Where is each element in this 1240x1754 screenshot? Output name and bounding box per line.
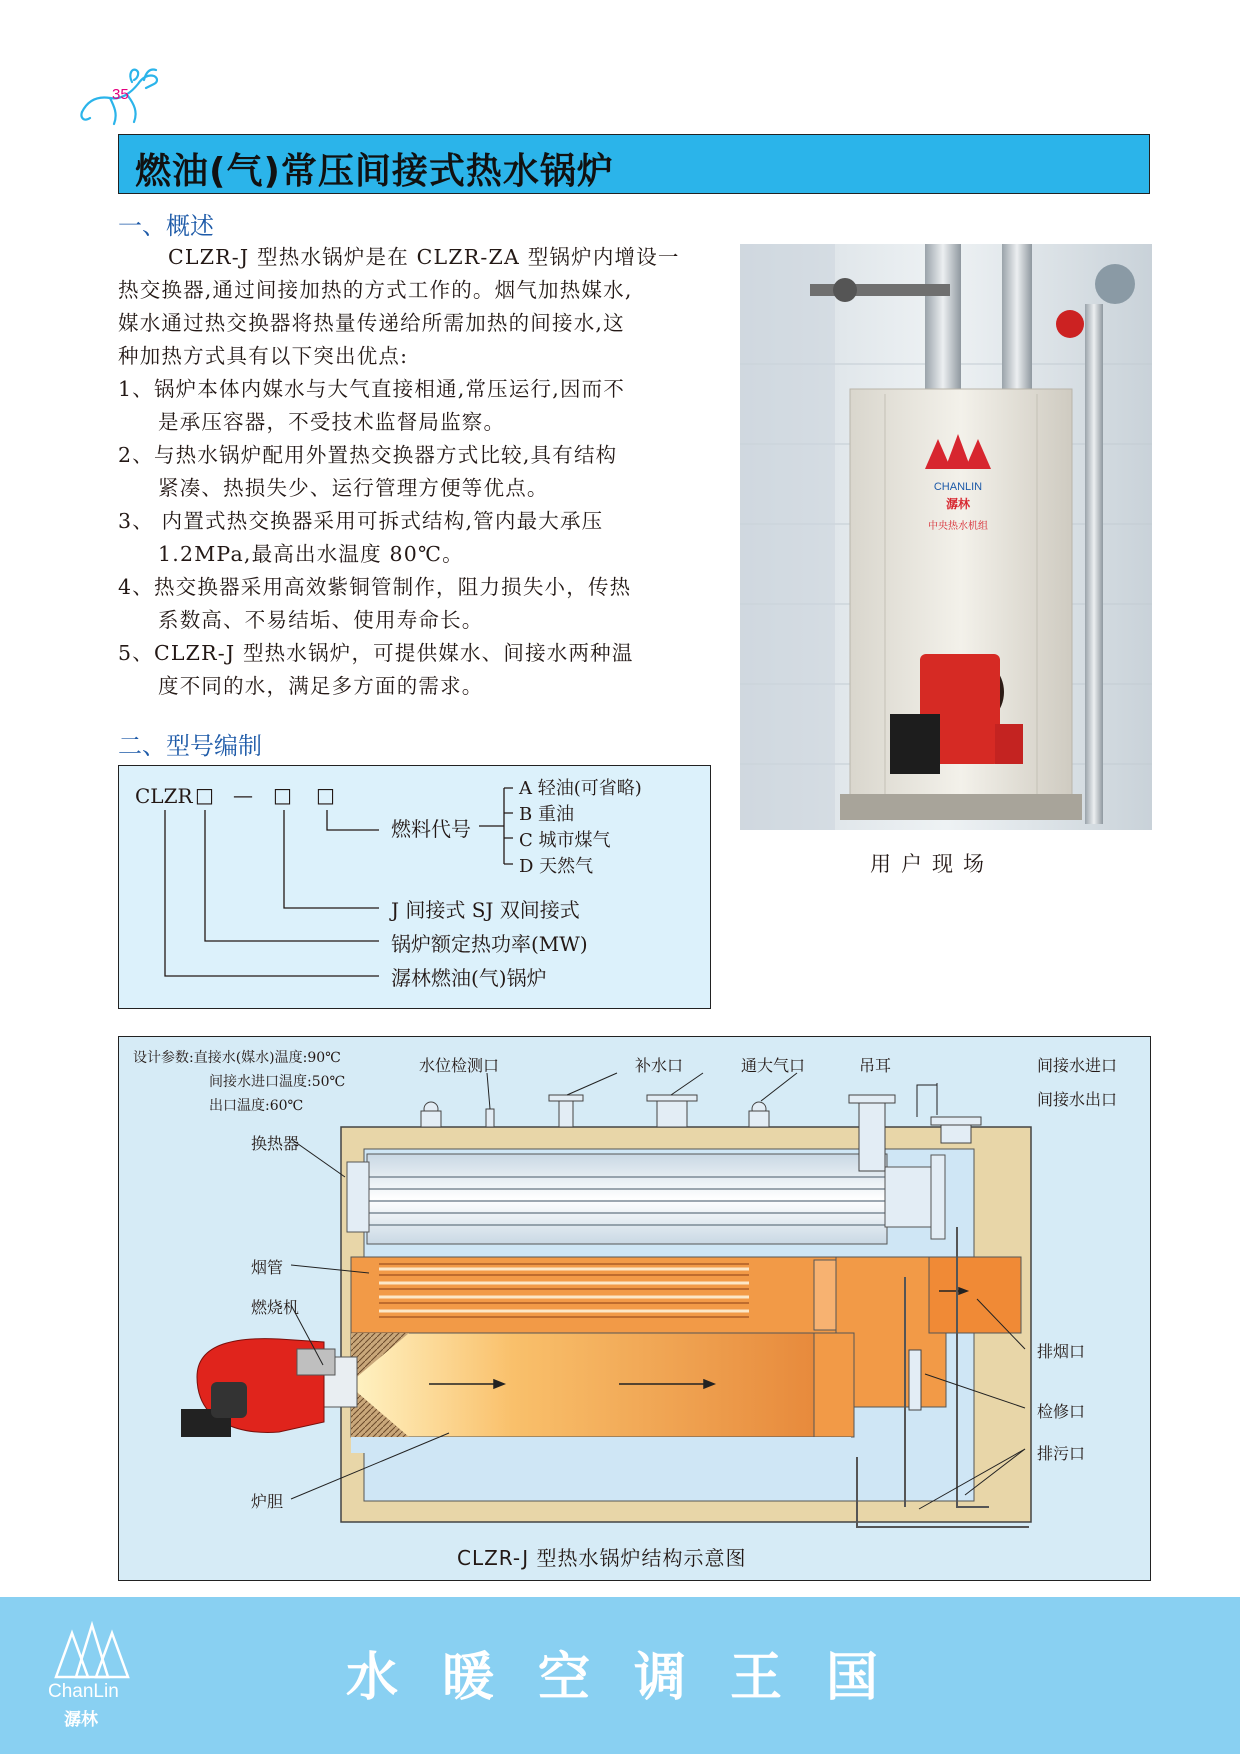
design-param: 出口温度:60℃ <box>209 1098 304 1114</box>
overview-text <box>118 241 718 703</box>
advantage-line: 系数高、不易结垢、使用寿命长。 <box>158 608 484 632</box>
model-box-fuel: □ <box>316 783 335 807</box>
fuel-code-label: 燃料代号 <box>391 817 471 841</box>
model-box-type: □ <box>273 783 292 807</box>
advantage-item <box>118 637 718 703</box>
section-model-heading: 二、型号编制 <box>118 732 262 760</box>
advantage-item <box>118 373 718 439</box>
advantage-item <box>118 571 718 637</box>
design-param: 间接水进口温度:50℃ <box>209 1074 346 1090</box>
boiler-structure-diagram <box>118 1036 1151 1581</box>
model-prefix: CLZR <box>135 784 193 808</box>
advantage-item <box>118 505 718 571</box>
intro-line: 种加热方式具有以下突出优点: <box>118 344 409 368</box>
footer-logo-cn: 潺林 <box>64 1710 98 1730</box>
photo-brand-en: CHANLIN <box>933 481 983 493</box>
brand-code-label: 潺林燃油(气)锅炉 <box>391 966 547 990</box>
fuel-option: B 重油 <box>519 804 574 825</box>
smoke-tube-label: 烟管 <box>251 1258 284 1277</box>
drain-port-label: 排污口 <box>1037 1444 1086 1463</box>
user-site-photo <box>740 244 1152 830</box>
chanlin-logo-icon <box>52 1621 132 1681</box>
model-code-box <box>118 765 711 1009</box>
advantage-line: 3、 内置式热交换器采用可拆式结构,管内最大承压 <box>118 509 604 533</box>
refill-port-label: 补水口 <box>635 1056 684 1075</box>
advantage-item <box>118 439 718 505</box>
advantage-line: 2、与热水锅炉配用外置热交换器方式比较,具有结构 <box>118 443 618 467</box>
intro-line: 媒水通过热交换器将热量传递给所需加热的间接水,这 <box>118 311 625 335</box>
indirect-water-outlet-label: 间接水出口 <box>1037 1090 1118 1109</box>
intro-line: CLZR-J 型热水锅炉是在 CLZR-ZA 型锅炉内增设一 <box>168 245 680 269</box>
boiler-photo-illustration <box>740 244 1152 830</box>
type-code-label: J 间接式 SJ 双间接式 <box>391 898 580 922</box>
advantage-line: 紧凑、热损失少、运行管理方便等优点。 <box>158 476 549 500</box>
vent-port-label: 通大气口 <box>741 1056 806 1075</box>
advantage-line: 1、锅炉本体内媒水与大气直接相通,常压运行,因而不 <box>118 377 626 401</box>
design-param: 设计参数:直接水(媒水)温度:90℃ <box>133 1050 341 1066</box>
footer-logo-en: ChanLin <box>48 1681 119 1702</box>
footer-banner <box>0 1597 1240 1754</box>
indirect-water-inlet-label: 间接水进口 <box>1037 1056 1118 1075</box>
inspection-port-label: 检修口 <box>1037 1402 1086 1421</box>
model-dash: — <box>233 783 253 807</box>
fuel-option: C 城市煤气 <box>519 830 611 851</box>
photo-caption: 用户现场 <box>870 852 994 876</box>
fuel-option: A 轻油(可省略) <box>519 778 642 799</box>
diagram-caption: CLZR-J 型热水锅炉结构示意图 <box>457 1546 747 1570</box>
power-code-label: 锅炉额定热功率(MW) <box>391 932 588 956</box>
section-overview-heading: 一、概述 <box>118 212 214 240</box>
page-number: 35 <box>112 86 129 103</box>
model-box-power: □ <box>195 783 214 807</box>
page-title: 燃油(气)常压间接式热水锅炉 <box>135 151 614 192</box>
footer-slogan: 水暖空调王国 <box>346 1648 923 1708</box>
lifting-lug-label: 吊耳 <box>859 1056 892 1075</box>
advantage-line: 1.2MPa,最高出水温度 80℃。 <box>158 542 464 566</box>
advantage-line: 度不同的水，满足多方面的需求。 <box>158 674 484 698</box>
heat-exchanger-label: 换热器 <box>251 1134 300 1153</box>
furnace-label: 炉胆 <box>251 1492 284 1511</box>
advantage-line: 4、热交换器采用高效紫铜管制作，阻力损失小，传热 <box>118 575 632 599</box>
photo-brand-cn: 潺林 <box>945 497 971 511</box>
water-level-port-label: 水位检测口 <box>419 1056 500 1075</box>
fuel-option: D 天然气 <box>519 856 594 877</box>
burner-label: 燃烧机 <box>251 1298 300 1317</box>
advantage-line: 是承压容器，不受技术监督局监察。 <box>158 410 506 434</box>
advantage-line: 5、CLZR-J 型热水锅炉，可提供媒水、间接水两种温 <box>118 641 634 665</box>
photo-unit-label: 中央热水机组 <box>928 521 988 532</box>
title-bar <box>118 134 1150 194</box>
flue-outlet-label: 排烟口 <box>1037 1342 1086 1361</box>
intro-line: 热交换器,通过间接加热的方式工作的。烟气加热媒水, <box>118 278 633 302</box>
